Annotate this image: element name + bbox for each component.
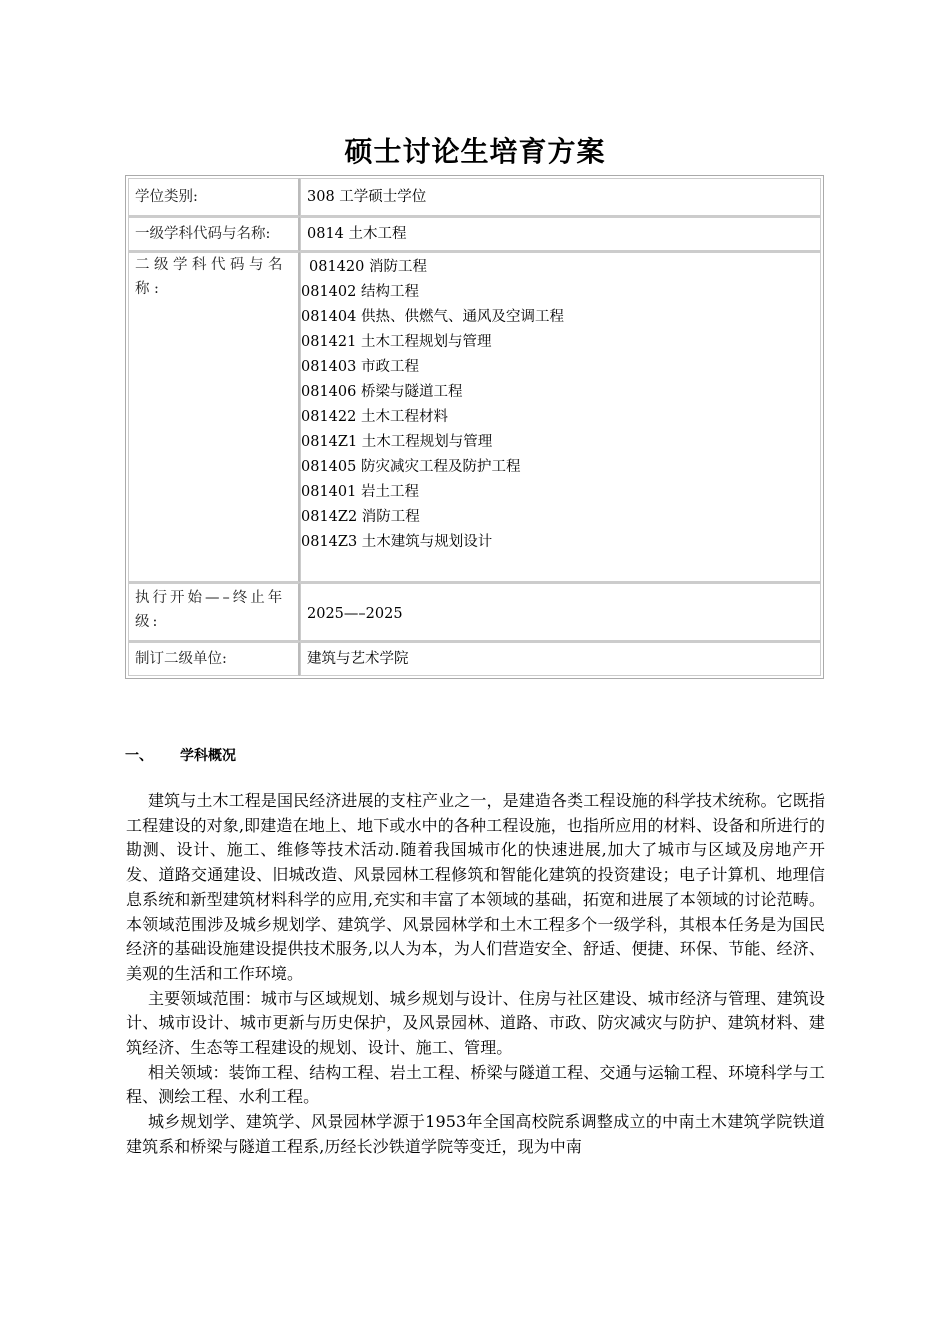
paragraph: 相关领域：装饰工程、结构工程、岩土工程、桥梁与隧道工程、交通与运输工程、环境科学与工程、测绘工程、水利工程。: [126, 1062, 825, 1107]
row-period: [128, 583, 821, 642]
section-title: 学科概况: [180, 748, 236, 764]
period-value: 2025—–2025: [300, 583, 821, 641]
row-first-level: [128, 217, 821, 252]
program-info-table: [125, 175, 824, 679]
second-level-label: 二级学科代码与名称:: [128, 252, 300, 582]
first-level-value: 0814 土木工程: [300, 217, 821, 251]
row-second-level: [128, 252, 821, 583]
section-heading: [125, 745, 236, 765]
row-degree-type: [128, 178, 821, 217]
first-level-label: 一级学科代码与名称:: [128, 217, 300, 251]
unit-label: 制订二级单位:: [128, 642, 300, 676]
degree-type-label: 学位类别:: [128, 178, 300, 216]
second-level-item: 081405 防灾减灾工程及防护工程: [301, 459, 521, 475]
degree-type-value: 308 工学硕士学位: [300, 178, 821, 216]
paragraph: 主要领域范围：城市与区域规划、城乡规划与设计、住房与社区建设、城市经济与管理、建筑设计、城市设计、城市更新与历史保护，及风景园林、道路、市政、防灾减灾与防护、建筑材料、建筑经济、生态等工程建设的规划、设计、施工、管理。: [126, 988, 825, 1058]
page-title: 硕士讨论生培育方案: [344, 135, 606, 168]
second-level-item: 081421 土木工程规划与管理: [301, 334, 492, 350]
second-level-item: 0814Z2 消防工程: [301, 509, 420, 525]
second-level-item: 081401 岩土工程: [301, 484, 419, 500]
paragraph: 城乡规划学、建筑学、风景园林学源于1953年全国高校院系调整成立的中南土木建筑学院铁道建筑系和桥梁与隧道工程系,历经长沙铁道学院等变迁，现为中南: [126, 1112, 825, 1156]
paragraph: 建筑与土木工程是国民经济进展的支柱产业之一，是建造各类工程设施的科学技术统称。它既指工程建设的对象,即建造在地上、地下或水中的各种工程设施，也指所应用的材料、设备和所进行的勘测、设计、施工、维修等技术活动.随着我国城市化的快速进展,加大了城市与区域及房地产开发、道路交通建设、旧城改造、风景园林工程修筑和智能化建筑的投资建设；电子计算机、地理信息系统和新型建筑材料科学的应用,充实和丰富了本领域的基础，拓宽和进展了本领域的讨论范畴。本领域范围涉及城乡规划学、建筑学、风景园林学和土木工程多个一级学科，其根本任务是为国民经济的基础设施建设提供技术服务,以人为本，为人们营造安全、舒适、便捷、环保、节能、经济、美观的生活和工作环境。: [126, 791, 825, 983]
second-level-list: [300, 252, 821, 582]
section-body: [126, 789, 825, 1160]
second-level-item: 081404 供热、供燃气、通风及空调工程: [301, 309, 564, 325]
second-level-item: 081420 消防工程: [309, 259, 427, 275]
second-level-item: 0814Z3 土木建筑与规划设计: [301, 534, 493, 550]
second-level-item: 081403 市政工程: [301, 359, 419, 375]
second-level-item: 0814Z1 土木工程规划与管理: [301, 434, 493, 450]
unit-value: 建筑与艺术学院: [300, 642, 821, 676]
section-number: 一、: [125, 748, 153, 764]
period-label: 执行开始—–终止年级:: [128, 583, 300, 641]
second-level-item: 081406 桥梁与隧道工程: [301, 384, 463, 400]
second-level-item: 081422 土木工程材料: [301, 409, 448, 425]
second-level-item: 081402 结构工程: [301, 284, 419, 300]
row-unit: [128, 642, 821, 676]
